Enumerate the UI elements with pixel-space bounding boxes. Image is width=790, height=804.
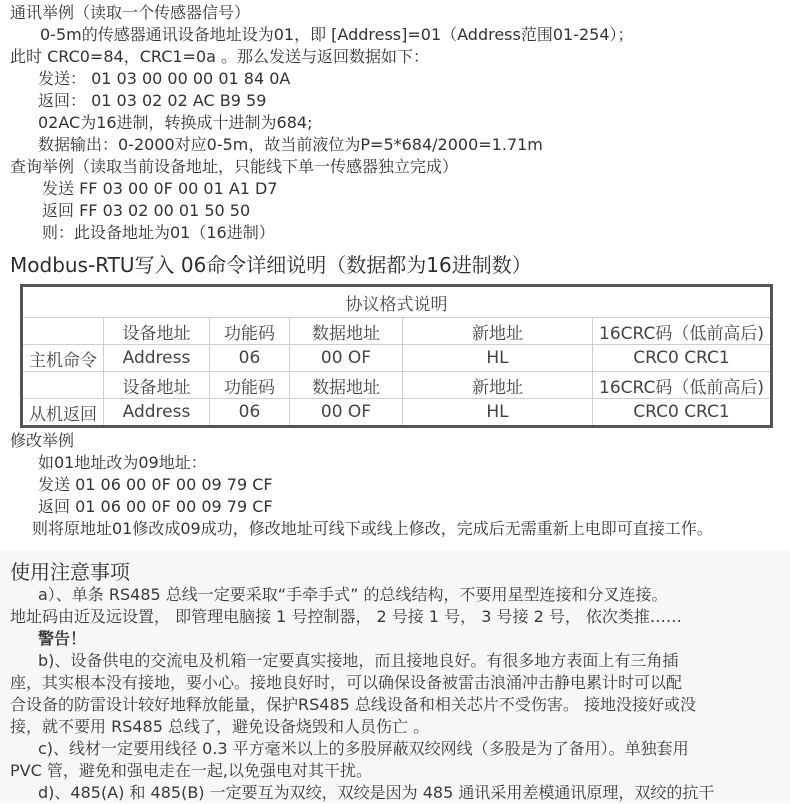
header-data-address: 数据地址 <box>290 318 403 345</box>
slave-corner-cell <box>22 372 104 399</box>
slave-device-address: Address <box>104 399 210 427</box>
query-example-heading: 查询举例（读取当前设备地址，只能线下单一传感器独立完成） <box>10 157 459 176</box>
query-return-line: 返回 FF 03 02 00 01 50 50 <box>42 201 251 220</box>
note-c-line1: c)、线材一定要用线径 0.3 平方毫米以上的多股屏蔽双绞网线（多股是为了备用）。单独套用 <box>38 739 689 758</box>
query-send-line: 发送 FF 03 00 0F 00 01 A1 D7 <box>42 179 278 198</box>
slave-return-label: 从机返回 <box>22 399 104 427</box>
host-command-label: 主机命令 <box>22 345 104 372</box>
slave-header-function-code: 功能码 <box>210 372 290 399</box>
header-device-address: 设备地址 <box>104 318 210 345</box>
note-a-line1: a）、单条 RS485 总线一定要采取“手牵手式” 的总线结构，不要用星型连接和分叉连接。 <box>38 585 668 604</box>
header-crc: 16CRC码（低前高后) <box>593 318 772 345</box>
slave-new-address: HL <box>403 399 593 427</box>
host-new-address: HL <box>403 345 593 372</box>
comm-address-line: 0-5m的传感器通讯设备地址设为01，即 [Address]=01（Address范围01-254）； <box>40 25 634 44</box>
slave-function-code: 06 <box>210 399 290 427</box>
host-device-address: Address <box>104 345 210 372</box>
note-c-line2: PVC 管，避免和强电走在一起,以免强电对其干扰。 <box>10 761 372 780</box>
modify-intro-line: 如01地址改为09地址： <box>38 453 207 472</box>
table-corner-cell <box>22 318 104 345</box>
table-caption: 协议格式说明 <box>22 286 772 318</box>
note-d-line1: d)、485(A) 和 485(B) 一定要互为双绞，双绞是因为 485 通讯采用差模通讯原理，双绞的抗干 <box>38 783 715 802</box>
modbus-section-title: Modbus-RTU写入 06命令详细说明（数据都为16进制数） <box>10 253 532 277</box>
slave-crc: CRC0 CRC1 <box>593 399 772 427</box>
table-header-row <box>22 318 772 345</box>
modify-send-line: 发送 01 06 00 0F 00 09 79 CF <box>38 475 273 494</box>
host-crc: CRC0 CRC1 <box>593 345 772 372</box>
host-command-row <box>22 345 772 372</box>
query-result-line: 则：此设备地址为01（16进制） <box>42 223 275 242</box>
comm-hex-note: 02AC为16进制，转换成十进制为684; <box>38 113 313 132</box>
protocol-table <box>20 284 773 428</box>
warning-label: 警告！ <box>38 629 87 648</box>
comm-send-line: 发送： 01 03 00 00 00 01 84 0A <box>38 69 291 88</box>
usage-notes-panel <box>0 550 790 803</box>
comm-example-heading: 通讯举例（读取一个传感器信号） <box>10 3 251 22</box>
modify-return-line: 返回 01 06 00 0F 00 09 79 CF <box>38 497 273 516</box>
comm-crc-line: 此时 CRC0=84，CRC1=0a 。那么发送与返回数据如下： <box>10 47 430 66</box>
header-function-code: 功能码 <box>210 318 290 345</box>
host-function-code: 06 <box>210 345 290 372</box>
comm-return-line: 返回： 01 03 02 02 AC B9 59 <box>38 91 267 110</box>
modify-example-heading: 修改举例 <box>10 431 75 450</box>
note-b-line2: 座，其实根本没有接地，要小心。接地良好时，可以确保设备被雷击浪涌冲击静电累计时可以配 <box>10 673 683 692</box>
note-b-line3: 合设备的防雷设计较好地释放能量，保护RS485 总线设备和相关芯片不受伤害。 接地没接好或没 <box>10 695 696 714</box>
note-b-line1: b)、设备供电的交流电及机箱一定要真实接地，而且接地良好。有很多地方表面上有三角插 <box>38 651 679 670</box>
slave-header-data-address: 数据地址 <box>290 372 403 399</box>
note-a-line2: 地址码由近及远设置， 即管理电脑接 1 号控制器， 2 号接 1 号， 3 号接 2 号， 依次类推…… <box>10 607 682 626</box>
slave-data-address: 00 OF <box>290 399 403 427</box>
slave-header-new-address: 新地址 <box>403 372 593 399</box>
host-data-address: 00 OF <box>290 345 403 372</box>
modify-result-line: 则将原地址01修改成09成功，修改地址可线下或线上修改，完成后无需重新上电即可直接工作。 <box>32 519 713 538</box>
slave-return-row <box>22 399 772 427</box>
slave-header-device-address: 设备地址 <box>104 372 210 399</box>
comm-output-note: 数据输出：0-2000对应0-5m，故当前液位为P=5*684/2000=1.71m <box>38 135 543 154</box>
note-b-line4: 接，就不要用 RS485 总线了，避免设备烧毁和人员伤亡 。 <box>10 717 430 736</box>
slave-header-crc: 16CRC码（低前高后) <box>593 372 772 399</box>
header-new-address: 新地址 <box>403 318 593 345</box>
usage-notes-title: 使用注意事项 <box>10 560 130 584</box>
slave-header-row <box>22 372 772 399</box>
